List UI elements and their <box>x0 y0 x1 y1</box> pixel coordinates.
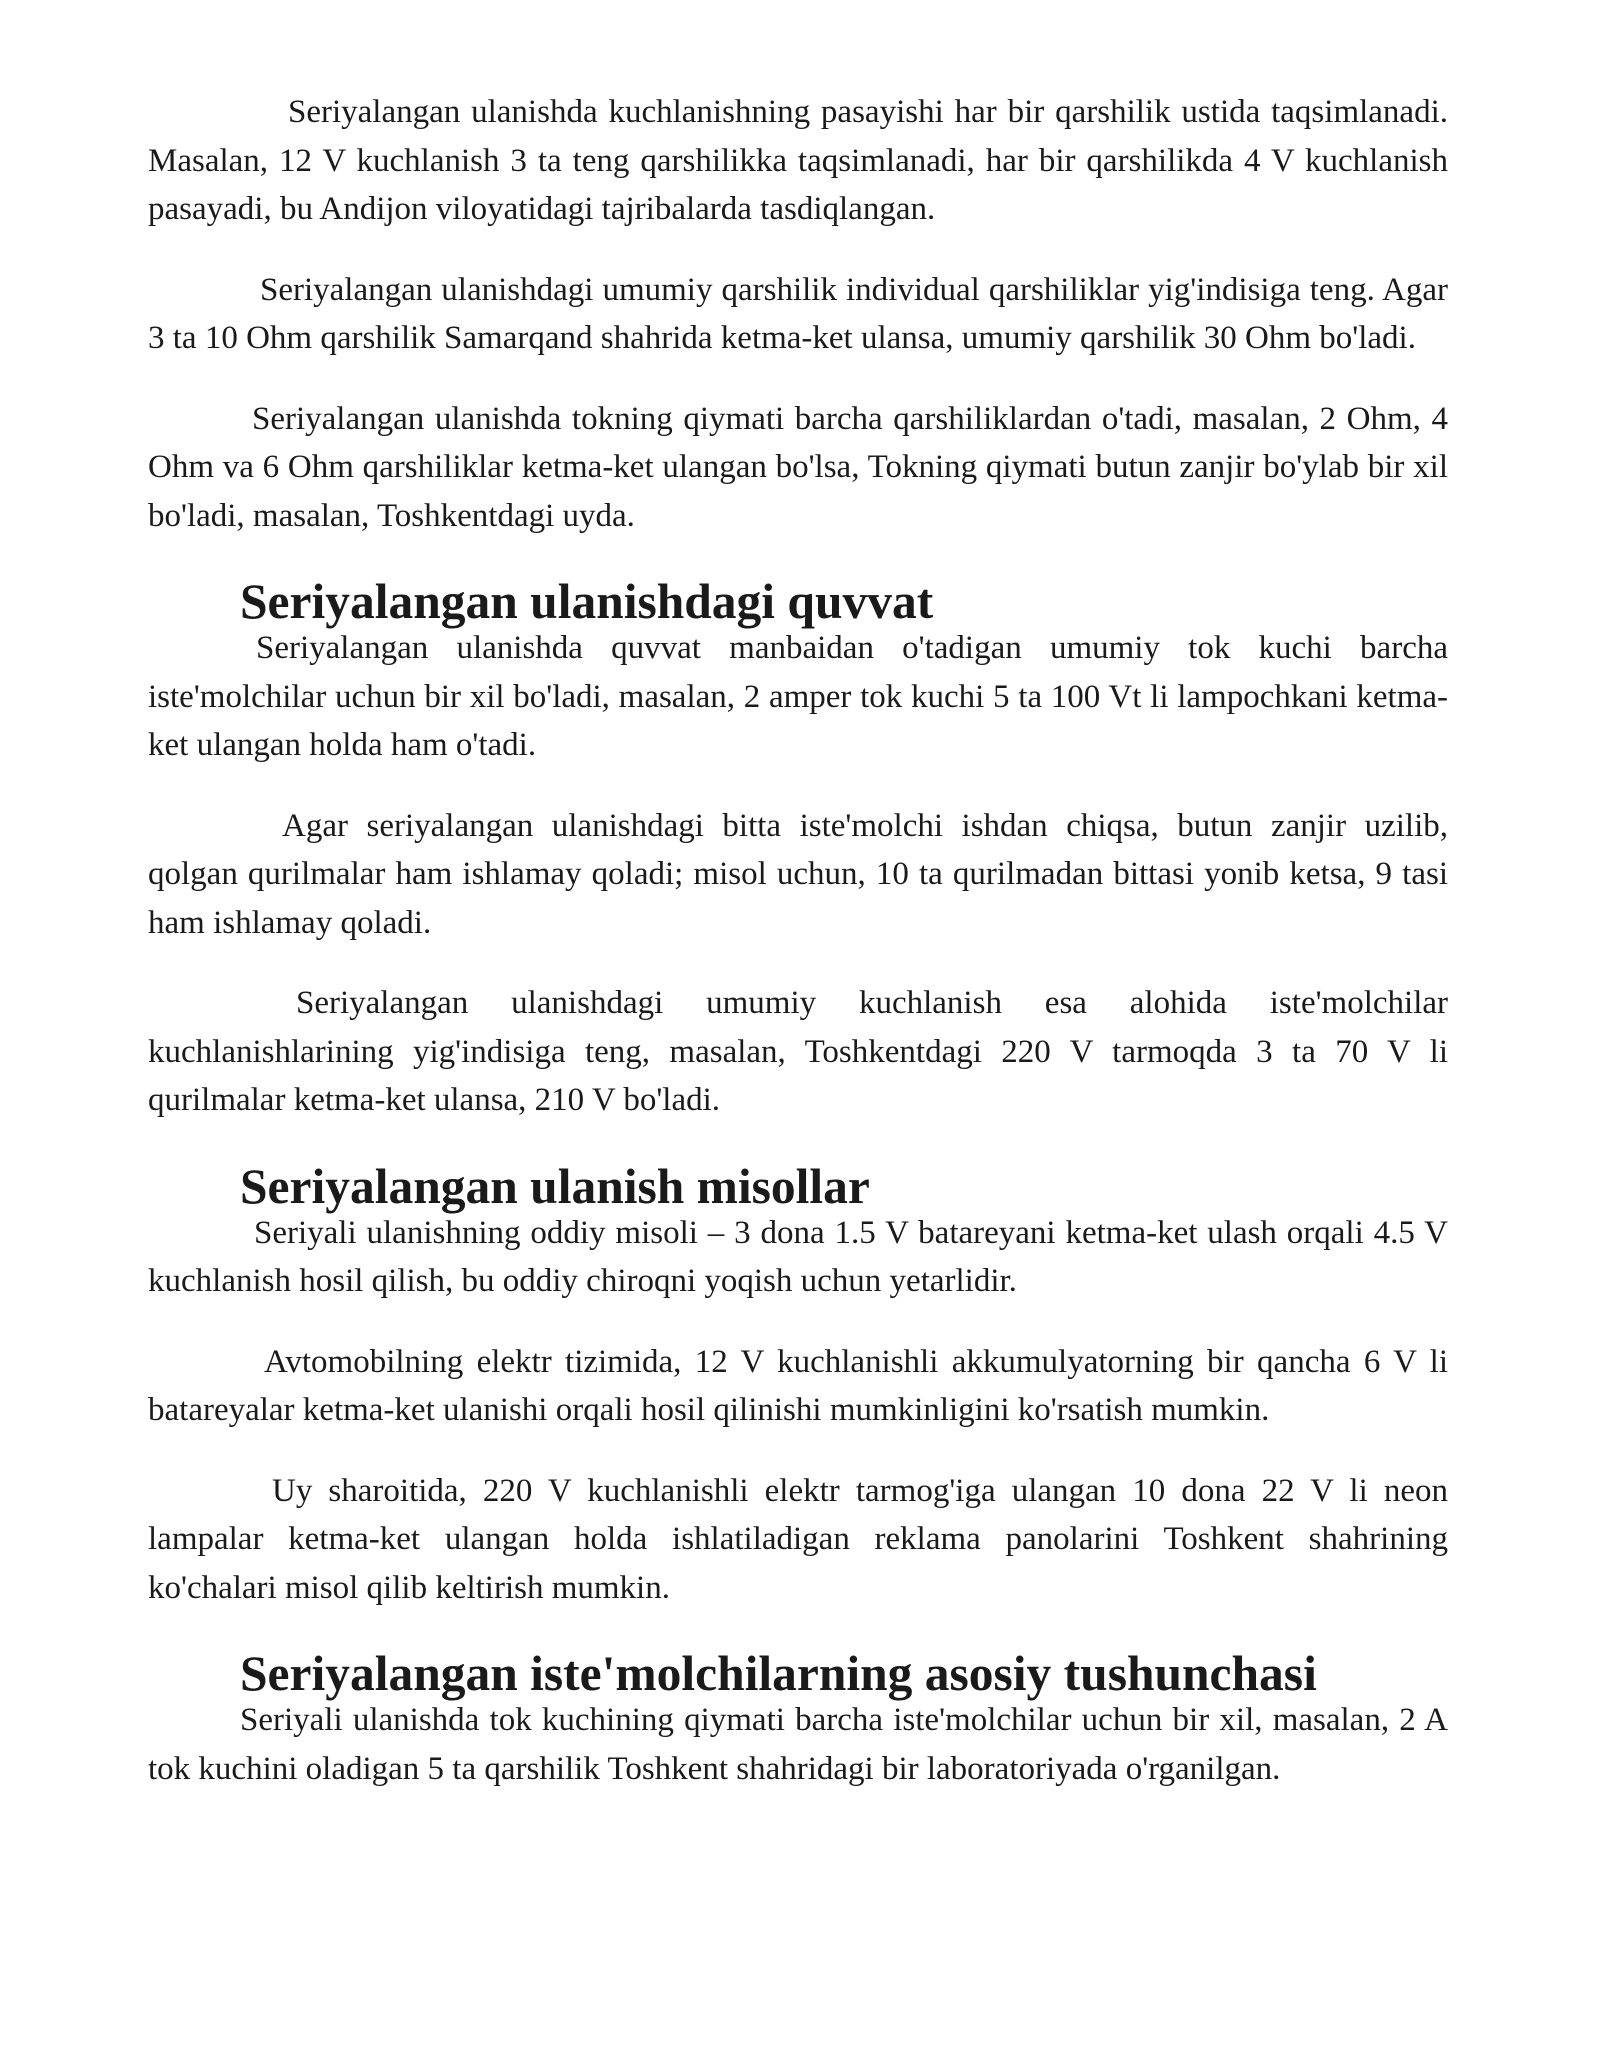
paragraph: Agar seriyalangan ulanishdagi bitta iste'molchi ishdan chiqsa, butun zanjir uzilib, qolgan qurilmalar ham ishlamay qoladi; misol uchun, 10 ta qurilmadan bittasi yonib ketsa, 9 tasi ham ishlamay qoladi. <box>148 807 1448 941</box>
paragraph: Uy sharoitida, 220 V kuchlanishli elektr tarmog'iga ulangan 10 dona 22 V li neon lampalar ketma-ket ulangan holda ishlatiladigan reklama panolarini Toshkent shahrining ko'chalari misol qilib keltirish mumkin. <box>148 1472 1448 1606</box>
paragraph: Avtomobilning elektr tizimida, 12 V kuchlanishli akkumulyatorning bir qancha 6 V li batareyalar ketma-ket ulanishi orqali hosil qilinishi mumkinligini ko'rsatish mumkin. <box>148 1343 1448 1428</box>
section-heading: Seriyalangan ulanish misollar <box>240 1158 870 1214</box>
paragraph-voltage-drop: Seriyalangan ulanishda kuchlanishning pasayishi har bir qarshilik ustida taqsimlanadi. Masalan, 12 V kuchlanish 3 ta teng qarshilikka taqsimlanadi, har bir qarshilikda 4 V kuchlanish pasayadi, bu Andijon viloyatidagi tajribalarda tasdiqlangan. <box>148 94 1448 227</box>
section-basic-concept <box>148 1646 1448 1793</box>
paragraph-current-value: Seriyalangan ulanishda tokning qiymati barcha qarshiliklardan o'tadi, masalan, 2 Ohm, 4 Ohm va 6 Ohm qarshiliklar ketma-ket ulangan bo'lsa, Tokning qiymati butun zanjir bo'ylab bir xil bo'ladi, masalan, Toshkentdagi uyda. <box>148 400 1448 534</box>
paragraph: Seriyali ulanishning oddiy misoli – 3 dona 1.5 V batareyani ketma-ket ulash orqali 4.5 V kuchlanish hosil qilish, bu oddiy chiroqni yoqish uchun yetarlidir. <box>148 1214 1448 1299</box>
section-power <box>148 574 1448 1125</box>
paragraph-total-resistance: Seriyalangan ulanishdagi umumiy qarshilik individual qarshiliklar yig'indisiga teng. Agar 3 ta 10 Ohm qarshilik Samarqand shahrida ketma-ket ulansa, umumiy qarshilik 30 Ohm bo'ladi. <box>148 271 1448 356</box>
section-examples <box>148 1158 1448 1613</box>
section-heading: Seriyalangan iste'molchilarning asosiy tushunchasi <box>240 1646 1317 1701</box>
paragraph: Seriyali ulanishda tok kuchining qiymati barcha iste'molchilar uchun bir xil, masalan, 2 A tok kuchini oladigan 5 ta qarshilik Toshkent shahridagi bir laboratoriyada o'rganilgan. <box>148 1702 1448 1787</box>
paragraph: Seriyalangan ulanishda quvvat manbaidan o'tadigan umumiy tok kuchi barcha iste'molchilar uchun bir xil bo'ladi, masalan, 2 amper tok kuchi 5 ta 100 Vt li lampochkani ketma-ket ulangan holda ham o'tadi. <box>148 630 1448 763</box>
document-page <box>148 88 1448 1825</box>
section-heading: Seriyalangan ulanishdagi quvvat <box>240 574 934 629</box>
paragraph: Seriyalangan ulanishdagi umumiy kuchlanish esa alohida iste'molchilar kuchlanishlarining yig'indisiga teng, masalan, Toshkentdagi 220 V tarmoqda 3 ta 70 V li qurilmalar ketma-ket ulansa, 210 V bo'ladi. <box>148 985 1448 1118</box>
